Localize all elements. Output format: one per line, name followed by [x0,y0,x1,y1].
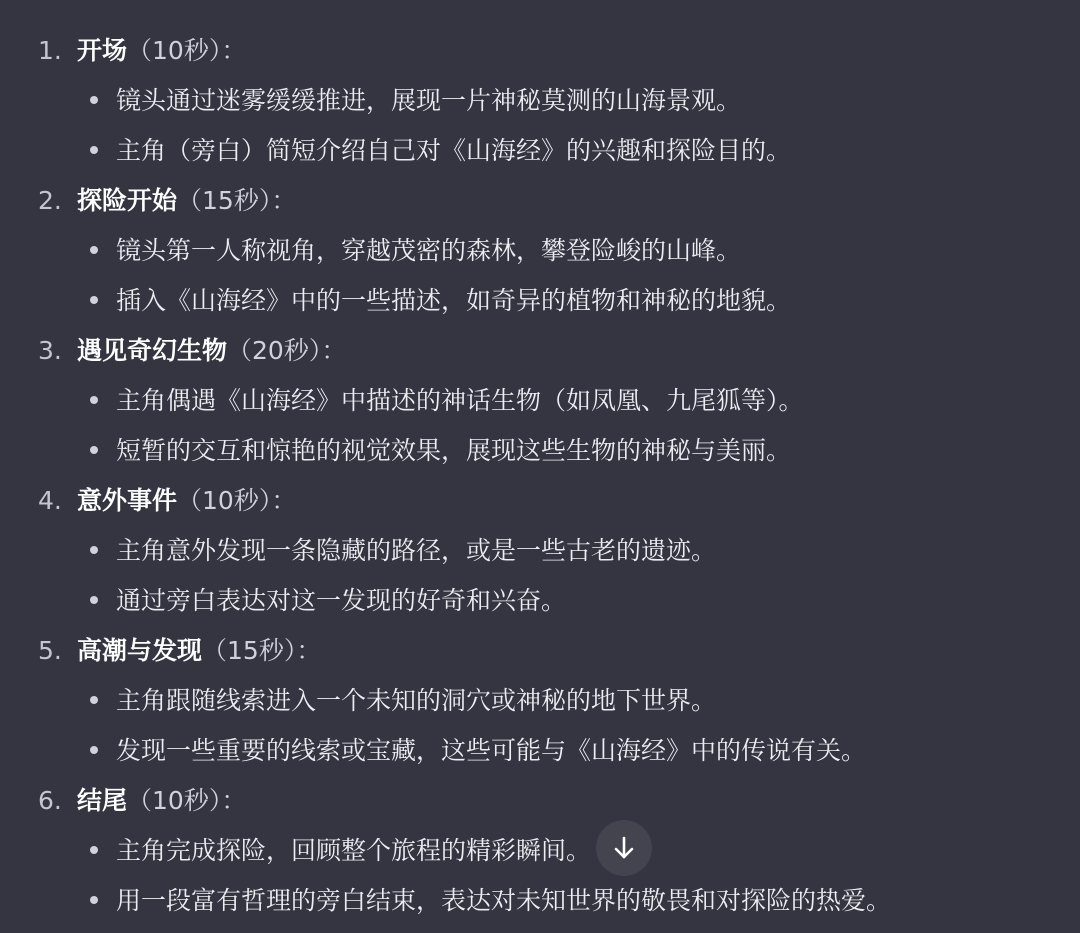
bullet-dot-icon [90,396,98,404]
list-item [0,726,1080,776]
list-item [0,76,1080,126]
section-title [77,26,246,76]
section-opening [0,26,1080,176]
section-climax [0,626,1080,776]
bullet-dot-icon [90,246,98,254]
section-title [77,476,296,526]
bullet-text: 镜头通过迷雾缓缓推进，展现一片神秘莫测的山海景观。 [116,86,742,115]
section-duration: （10秒）： [127,36,247,65]
section-heading [0,326,1080,376]
list-item [0,526,1080,576]
list-item [0,576,1080,626]
section-title [77,626,321,676]
section-heading [0,176,1080,226]
message-content [0,26,1080,926]
bullet-dot-icon [90,96,98,104]
bullet-dot-icon [90,546,98,554]
section-duration: （15秒）： [177,186,297,215]
section-heading [0,476,1080,526]
section-duration: （10秒）： [127,786,247,815]
section-title [77,326,346,376]
list-item [0,226,1080,276]
bullet-dot-icon [90,146,98,154]
section-fantasy-creatures [0,326,1080,476]
list-item [0,126,1080,176]
list-item [0,376,1080,426]
section-title [77,776,246,826]
list-item [0,676,1080,726]
section-number: 1. [38,36,62,65]
section-number: 6. [38,786,62,815]
section-heading [0,26,1080,76]
bullet-text: 镜头第一人称视角，穿越茂密的森林，攀登险峻的山峰。 [116,236,742,265]
bullet-text: 短暂的交互和惊艳的视觉效果，展现这些生物的神秘与美丽。 [116,436,792,465]
section-number: 4. [38,486,62,515]
section-duration: （20秒）： [227,336,347,365]
section-heading [0,626,1080,676]
bullet-text: 主角偶遇《山海经》中描述的神话生物（如凤凰、九尾狐等）。 [116,386,804,415]
bullet-dot-icon [90,696,98,704]
section-number: 3. [38,336,62,365]
section-number: 5. [38,636,62,665]
section-ending [0,776,1080,926]
bullet-dot-icon [90,446,98,454]
bullet-text: 主角跟随线索进入一个未知的洞穴或神秘的地下世界。 [116,686,717,715]
bullet-text: 用一段富有哲理的旁白结束，表达对未知世界的敬畏和对探险的热爱。 [116,886,892,915]
section-title-text: 探险开始 [77,186,178,215]
section-heading [0,776,1080,826]
bullet-dot-icon [90,596,98,604]
bullet-text: 插入《山海经》中的一些描述，如奇异的植物和神秘的地貌。 [116,286,792,315]
section-title-text: 遇见奇幻生物 [77,336,228,365]
scroll-to-bottom-button[interactable] [596,820,652,876]
list-item [0,426,1080,476]
section-title [77,176,296,226]
section-unexpected-event [0,476,1080,626]
bullet-text: 主角（旁白）简短介绍自己对《山海经》的兴趣和探险目的。 [116,136,792,165]
bullet-dot-icon [90,846,98,854]
section-adventure-start [0,176,1080,326]
bullet-text: 主角意外发现一条隐藏的路径，或是一些古老的遗迹。 [116,536,717,565]
list-item [0,276,1080,326]
bullet-text: 主角完成探险，回顾整个旅程的精彩瞬间。 [116,836,592,865]
section-title-text: 意外事件 [77,486,178,515]
bullet-dot-icon [90,296,98,304]
bullet-text: 通过旁白表达对这一发现的好奇和兴奋。 [116,586,567,615]
list-item [0,826,1080,876]
section-title-text: 高潮与发现 [77,636,203,665]
section-title-text: 开场 [77,36,128,65]
section-number: 2. [38,186,62,215]
section-duration: （10秒）： [177,486,297,515]
arrow-down-icon [611,835,637,861]
bullet-dot-icon [90,896,98,904]
bullet-dot-icon [90,746,98,754]
section-title-text: 结尾 [77,786,128,815]
section-duration: （15秒）： [202,636,322,665]
list-item [0,876,1080,926]
bullet-text: 发现一些重要的线索或宝藏，这些可能与《山海经》中的传说有关。 [116,736,867,765]
